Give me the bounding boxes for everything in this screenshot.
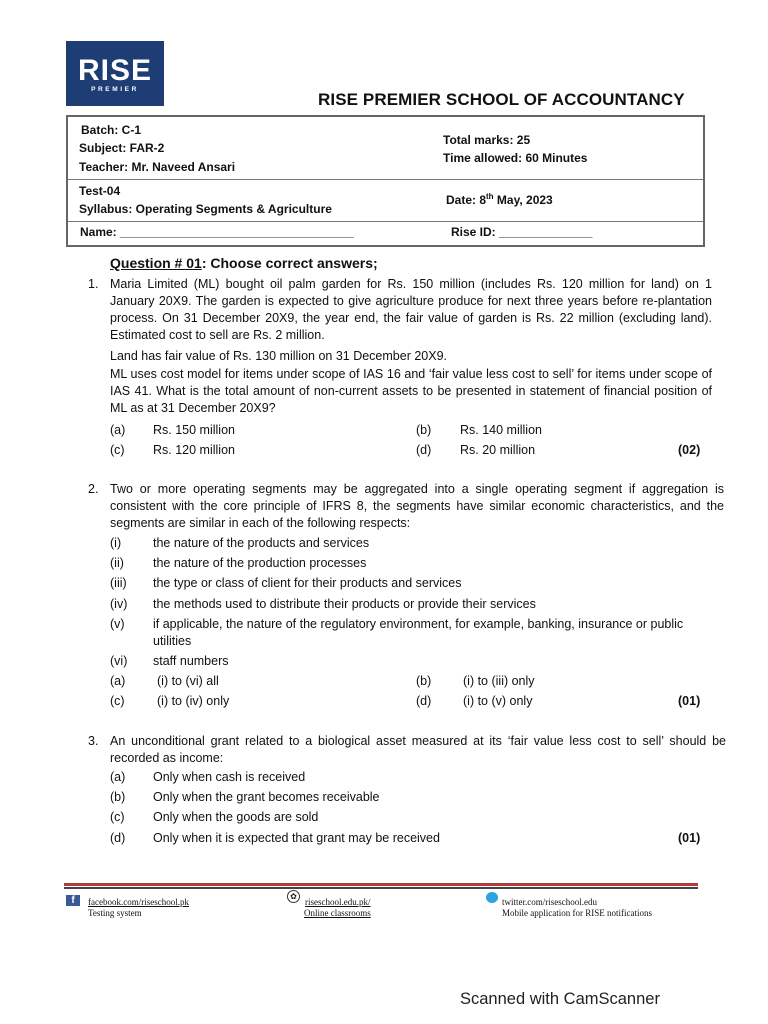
list-item-label: (iv) (110, 597, 128, 611)
marks-label: (02) (678, 443, 701, 457)
twitter-caption: Mobile application for RISE notifications (502, 908, 652, 918)
facebook-caption: Testing system (88, 908, 142, 918)
option-text: Rs. 120 million (153, 443, 235, 457)
school-logo (66, 41, 164, 106)
logo-sub-text: PREMIER (91, 86, 139, 93)
option-label: (c) (110, 443, 125, 457)
test-label: Test-04 (79, 184, 121, 198)
list-item-label: (iii) (110, 576, 127, 590)
option-text: Only when cash is received (153, 770, 306, 784)
question-number: 2. (88, 482, 99, 496)
globe-icon: ✿ (287, 890, 300, 903)
question-text: ML uses cost model for items under scope of IAS 16 and ‘fair value less cost to sell’ for items under scope of IAS 41. What is the total amount of non-current assets to be presented in statement of financial position of ML as at 31 December 20X9? (110, 367, 712, 415)
syllabus-label: Syllabus: Operating Segments & Agriculture (79, 202, 332, 216)
info-divider (68, 179, 703, 180)
marks-label: (01) (678, 831, 701, 845)
option-text: (i) to (iii) only (463, 674, 535, 688)
footer-rule (64, 887, 698, 889)
info-divider (68, 221, 703, 222)
list-item-label: (v) (110, 617, 125, 631)
time-allowed-label: Time allowed: 60 Minutes (443, 151, 588, 165)
list-item-label: (i) (110, 536, 122, 550)
website-caption: Online classrooms (304, 908, 371, 918)
list-item-text: the nature of the products and services (153, 536, 370, 550)
option-text: (i) to (iv) only (157, 694, 230, 708)
question-text: Land has fair value of Rs. 130 million on 31 December 20X9. (110, 349, 447, 363)
list-item-label: (ii) (110, 556, 124, 570)
option-text: (i) to (vi) all (157, 674, 219, 688)
list-item-label: (vi) (110, 654, 128, 668)
question-heading: Question # 01: Choose correct answers; (110, 255, 378, 271)
option-label: (a) (110, 674, 126, 688)
option-label: (a) (110, 770, 126, 784)
option-text: Rs. 150 million (153, 423, 235, 437)
option-text: Rs. 140 million (460, 423, 542, 437)
question-text: Two or more operating segments may be aggregated into a single operating segment if aggregation is consistent with the core principle of IFRS 8, the segments have similar economic characteristics, and the segments are similar in each of the following respects: (110, 482, 724, 530)
option-text: (i) to (v) only (463, 694, 533, 708)
marks-label: (01) (678, 694, 701, 708)
option-label: (b) (110, 790, 126, 804)
facebook-icon: f (66, 895, 80, 906)
logo-main-text: RISE (77, 54, 153, 87)
total-marks-label: Total marks: 25 (443, 133, 531, 147)
option-text: Only when it is expected that grant may be received (153, 831, 440, 845)
name-field: Name: ___________________________________ (80, 225, 354, 239)
facebook-link[interactable]: facebook.com/riseschool.pk (88, 897, 189, 907)
rise-id-field: Rise ID: ______________ (451, 225, 593, 239)
list-item-text: staff numbers (153, 654, 229, 668)
option-text: Only when the goods are sold (153, 810, 319, 824)
batch-label: Batch: C-1 (81, 123, 142, 137)
option-text: Rs. 20 million (460, 443, 536, 457)
question-number: 1. (88, 277, 99, 291)
scanner-watermark: Scanned with CamScanner (460, 990, 660, 1008)
question-number: 3. (88, 734, 99, 748)
footer-rule (64, 883, 698, 886)
question-text: Maria Limited (ML) bought oil palm garden for Rs. 150 million (includes Rs. 120 million for land) on 1 January 20X9. The garden is expected to give agriculture produce for next three years before re-plantation process. On 31 December 20X9, the year end, the fair value of garden is Rs. 22 million (excluding land). Estimated cost to sell are Rs. 2 million. (110, 277, 712, 342)
option-label: (b) (416, 423, 432, 437)
website-link[interactable]: riseschool.edu.pk/ (305, 897, 371, 907)
teacher-label: Teacher: Mr. Naveed Ansari (79, 160, 236, 174)
option-label: (a) (110, 423, 126, 437)
option-label: (b) (416, 674, 432, 688)
option-label: (c) (110, 810, 125, 824)
option-label: (c) (110, 694, 125, 708)
list-item-text: if applicable, the nature of the regulatory environment, for example, banking, insurance or public utilities (153, 617, 684, 648)
list-item-text: the methods used to distribute their products or provide their services (153, 597, 536, 611)
question-text: An unconditional grant related to a biological asset measured at its ‘fair value less cost to sell’ should be recorded as income: (110, 734, 726, 765)
list-item-text: the type or class of client for their products and services (153, 576, 462, 590)
twitter-link[interactable]: twitter.com/riseschool.edu (502, 897, 597, 907)
option-label: (d) (110, 831, 126, 845)
school-title: RISE PREMIER SCHOOL OF ACCOUNTANCY (318, 90, 685, 109)
list-item-text: the nature of the production processes (153, 556, 367, 570)
twitter-icon (486, 892, 498, 903)
option-label: (d) (416, 443, 432, 457)
date-label: Date: 8th May, 2023 (446, 192, 553, 207)
option-label: (d) (416, 694, 432, 708)
subject-label: Subject: FAR-2 (79, 141, 165, 155)
option-text: Only when the grant becomes receivable (153, 790, 380, 804)
test-info-box (66, 115, 705, 247)
